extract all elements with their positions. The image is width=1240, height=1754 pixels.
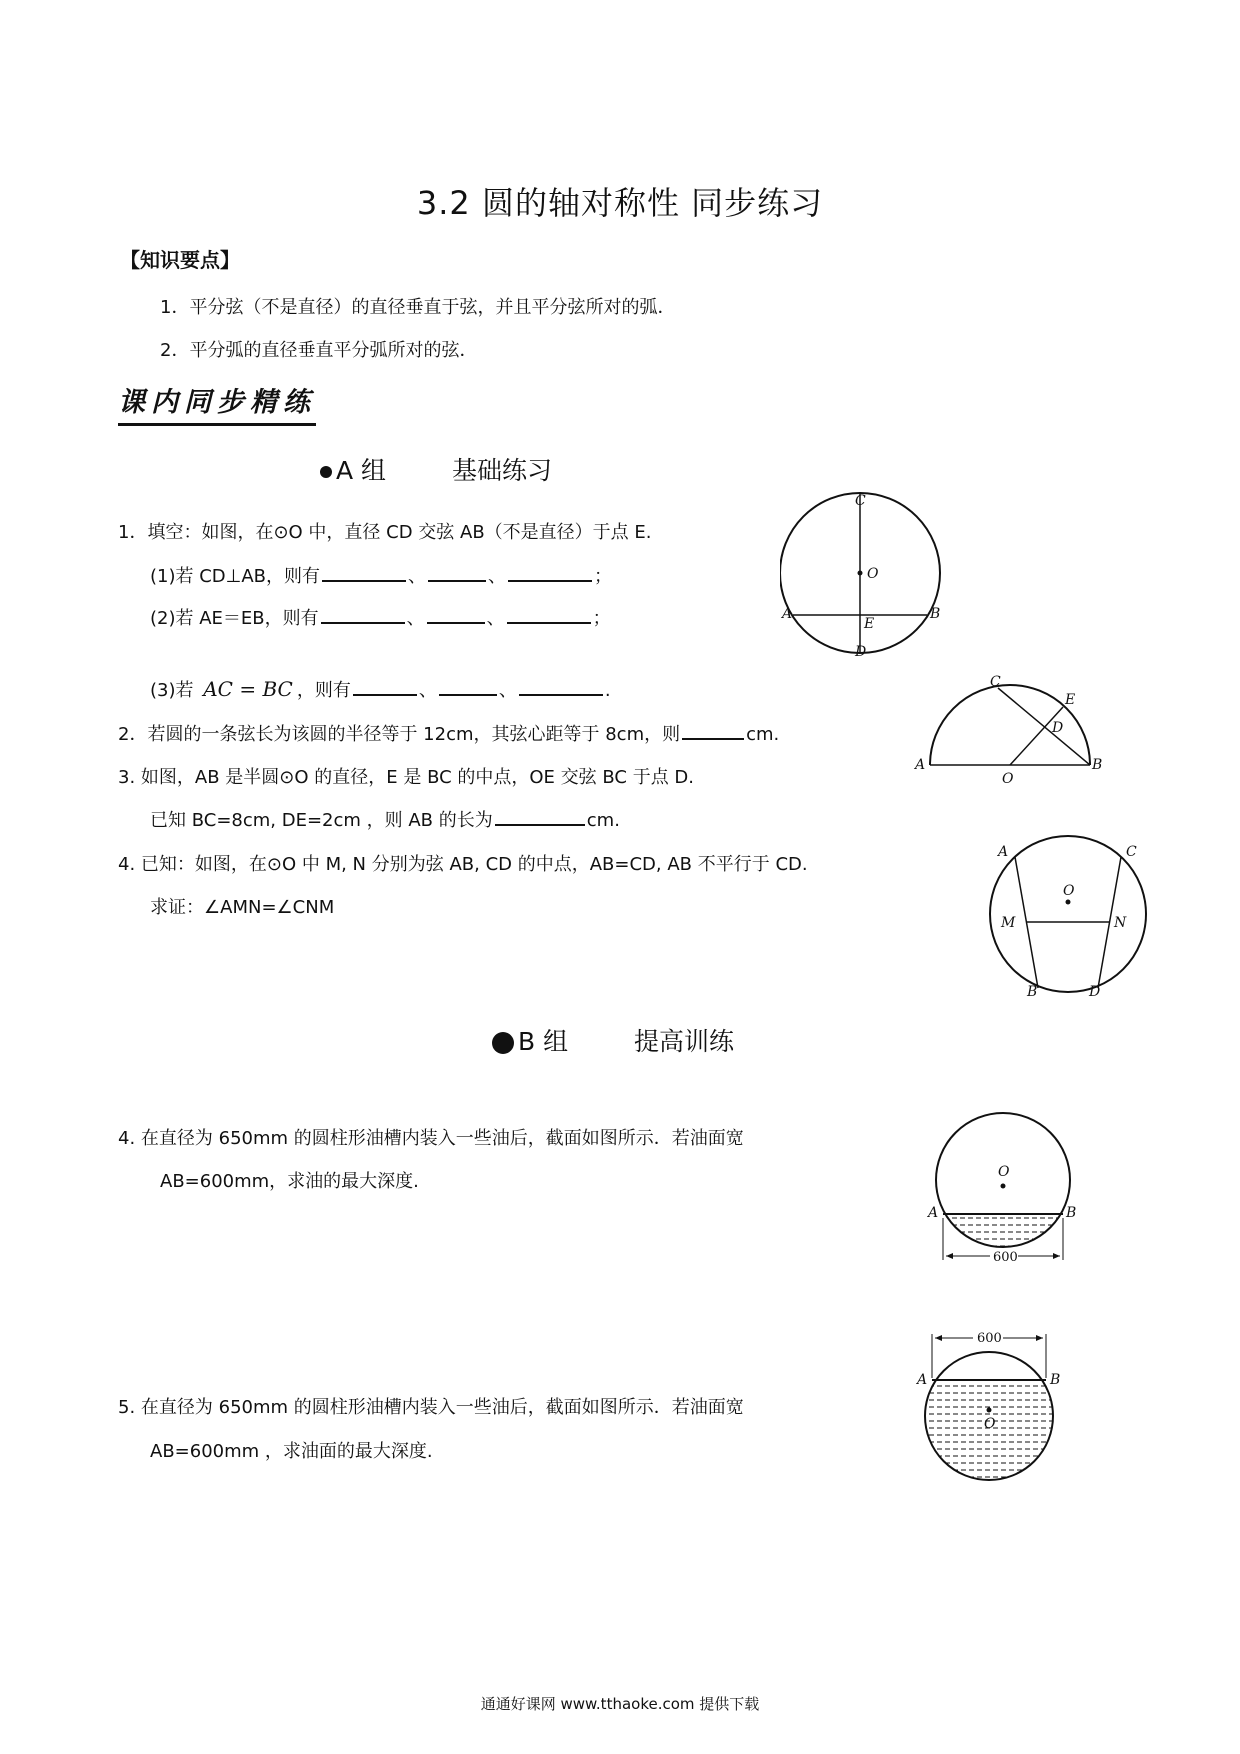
group-b-heading xyxy=(492,1022,734,1058)
bullet-icon xyxy=(320,466,332,478)
label-E: E xyxy=(1065,692,1076,708)
label-M: M xyxy=(1001,915,1016,931)
group-b-name: 提高训练 xyxy=(634,1027,735,1056)
q1-part-3: (3)若 AC = BC ，则有 、 、 . xyxy=(150,677,611,701)
answer-blank[interactable] xyxy=(682,720,744,740)
label-O: O xyxy=(1002,771,1014,787)
q5-line-1: 5. 在直径为 650mm 的圆柱形油槽内装入一些油后，截面如图所示．若油面宽 xyxy=(118,1397,744,1418)
figure-oil-tank-low xyxy=(920,1110,1090,1270)
group-a-name: 基础练习 xyxy=(451,456,552,485)
label-E: E xyxy=(864,616,875,632)
figure-circle-two-chords xyxy=(980,830,1160,1000)
label-N: N xyxy=(1114,915,1127,931)
label-O: O xyxy=(867,566,879,582)
label-O: O xyxy=(984,1416,996,1432)
arc-equation: AC = BC xyxy=(203,677,293,701)
q4a-line-2: 求证：∠AMN=∠CNM xyxy=(150,897,335,918)
label-A: A xyxy=(928,1205,939,1221)
bullet-icon xyxy=(492,1032,514,1054)
figure-oil-tank-high xyxy=(905,1320,1085,1485)
answer-blank[interactable] xyxy=(439,676,497,696)
dimension-600: 600 xyxy=(993,1250,1018,1265)
label-B: B xyxy=(1066,1205,1077,1221)
q5-line-2: AB=600mm ，求油面的最大深度. xyxy=(150,1441,433,1462)
label-A: A xyxy=(782,606,793,622)
page-footer: 通通好课网 www.tthaoke.com 提供下载 xyxy=(480,1695,760,1713)
q4b-line-1: 4. 在直径为 650mm 的圆柱形油槽内装入一些油后，截面如图所示．若油面宽 xyxy=(118,1128,744,1149)
q1-part-2: (2)若 AE＝EB，则有 、 、 ； xyxy=(150,604,611,630)
q3-line-2: 已知 BC=8cm, DE=2cm ，则 AB 的长为 cm. xyxy=(150,806,620,832)
page-title: 3.2 圆的轴对称性 同步练习 xyxy=(416,184,824,222)
answer-blank[interactable] xyxy=(322,562,406,582)
label-O: O xyxy=(998,1164,1010,1180)
label-A: A xyxy=(917,1372,928,1388)
knowledge-item-1: 1．平分弦（不是直径）的直径垂直于弦，并且平分弦所对的弧． xyxy=(160,297,676,318)
label-A: A xyxy=(915,757,926,773)
group-a-label: A 组 xyxy=(336,456,387,485)
q1-stem: 1．填空：如图，在⊙O 中，直径 CD 交弦 AB（不是直径）于点 E. xyxy=(118,522,652,543)
section-banner: 课内同步精练 xyxy=(118,380,316,426)
q1-part-1: (1)若 CD⊥AB，则有 、 、 ； xyxy=(150,562,612,588)
figure-semicircle xyxy=(910,672,1110,787)
label-C: C xyxy=(1126,844,1137,860)
knowledge-heading: 【知识要点】 xyxy=(120,248,240,272)
label-C: C xyxy=(990,674,1001,690)
q2-text: 2．若圆的一条弦长为该圆的半径等于 12cm，其弦心距等于 8cm，则 cm. xyxy=(118,720,779,746)
label-D: D xyxy=(1052,720,1064,736)
label-C: C xyxy=(855,493,866,509)
answer-blank[interactable] xyxy=(353,676,417,696)
dimension-600: 600 xyxy=(977,1331,1002,1346)
label-D: D xyxy=(1089,984,1101,1000)
q4b-line-2: AB=600mm，求油的最大深度. xyxy=(160,1171,419,1192)
figure-circle-diameter-chord xyxy=(780,490,950,660)
q4a-line-1: 4. 已知：如图，在⊙O 中 M, N 分别为弦 AB, CD 的中点，AB=CD, AB 不平行于 CD. xyxy=(118,854,808,875)
label-B: B xyxy=(1050,1372,1061,1388)
answer-blank[interactable] xyxy=(321,604,405,624)
label-D: D xyxy=(855,644,867,660)
knowledge-item-2: 2．平分弧的直径垂直平分弧所对的弦． xyxy=(160,340,478,361)
label-O: O xyxy=(1063,883,1075,899)
answer-blank[interactable] xyxy=(427,604,485,624)
answer-blank[interactable] xyxy=(495,806,585,826)
label-B: B xyxy=(1092,757,1103,773)
answer-blank[interactable] xyxy=(507,604,591,624)
answer-blank[interactable] xyxy=(428,562,486,582)
answer-blank[interactable] xyxy=(508,562,592,582)
answer-blank[interactable] xyxy=(519,676,603,696)
label-B: B xyxy=(1027,984,1038,1000)
group-a-heading xyxy=(320,451,552,487)
q3-line-1: 3. 如图，AB 是半圆⊙O 的直径，E 是 BC 的中点，OE 交弦 BC 于点 D. xyxy=(118,767,694,788)
label-B: B xyxy=(930,606,941,622)
label-A: A xyxy=(998,844,1009,860)
group-b-label: B 组 xyxy=(518,1027,569,1056)
